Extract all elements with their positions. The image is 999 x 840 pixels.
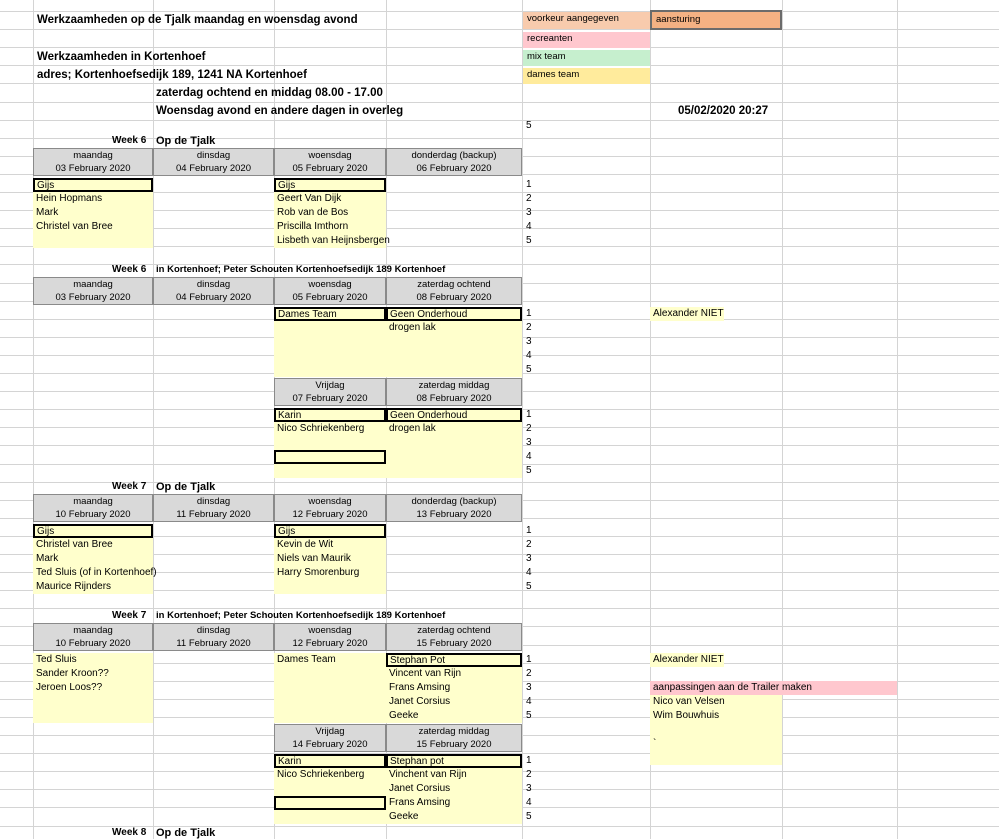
- sub-slot-number: 1: [526, 409, 532, 420]
- schedule-cell[interactable]: Frans Amsing: [386, 681, 522, 695]
- schedule-cell[interactable]: Janet Corsius: [386, 695, 522, 709]
- day-header: maandag: [33, 148, 153, 162]
- schedule-cell[interactable]: Geeke: [386, 709, 522, 723]
- day-header: donderdag (backup): [386, 148, 522, 162]
- sub-slot-number: 1: [526, 755, 532, 766]
- date-header: 08 February 2020: [386, 291, 522, 305]
- legend-mix-team: mix team: [523, 50, 650, 66]
- schedule-cell[interactable]: Vincent van Rijn: [386, 667, 522, 681]
- side-note[interactable]: `: [650, 737, 782, 751]
- schedule-cell[interactable]: Dames Team: [274, 653, 386, 667]
- schedule-cell[interactable]: [386, 363, 522, 377]
- day-header: dinsdag: [153, 494, 274, 508]
- date-header: 06 February 2020: [386, 162, 522, 176]
- slot-number: 3: [526, 207, 532, 218]
- sub-schedule-cell[interactable]: Karin: [274, 754, 386, 768]
- schedule-cell[interactable]: Lisbeth van Heijnsbergen: [274, 234, 386, 248]
- day-header: donderdag (backup): [386, 494, 522, 508]
- date-header: 03 February 2020: [33, 162, 153, 176]
- slot-number: 5: [526, 581, 532, 592]
- schedule-cell[interactable]: [274, 363, 386, 377]
- sub-schedule-cell[interactable]: [274, 464, 386, 478]
- day-header: dinsdag: [153, 623, 274, 637]
- schedule-cell[interactable]: Ted Sluis (of in Kortenhoef): [33, 566, 153, 580]
- legend-aansturing[interactable]: aansturing: [650, 10, 782, 30]
- schedule-cell[interactable]: Harry Smorenburg: [274, 566, 386, 580]
- timestamp-cell: 05/02/2020 20:27: [678, 105, 769, 117]
- sub-slot-number: 3: [526, 783, 532, 794]
- sub-schedule-cell[interactable]: [274, 450, 386, 464]
- sub-schedule-cell[interactable]: Frans Amsing: [386, 796, 522, 810]
- date-header: 10 February 2020: [33, 637, 153, 651]
- sub-slot-number: 2: [526, 769, 532, 780]
- wednesday-evening-note: Woensdag avond en andere dagen in overleg: [156, 105, 404, 117]
- schedule-cell[interactable]: Niels van Maurik: [274, 552, 386, 566]
- sub-day-header: Vrijdag: [274, 378, 386, 392]
- schedule-cell[interactable]: [274, 681, 386, 695]
- slot-number: 1: [526, 179, 532, 190]
- side-note[interactable]: Nico van Velsen: [650, 695, 782, 709]
- day-header: woensdag: [274, 148, 386, 162]
- sub-date-header: 15 February 2020: [386, 738, 522, 752]
- location-label: Op de Tjalk: [156, 827, 216, 839]
- date-header: 04 February 2020: [153, 162, 274, 176]
- date-header: 12 February 2020: [274, 508, 386, 522]
- sub-schedule-cell[interactable]: [386, 436, 522, 450]
- date-header: 11 February 2020: [153, 637, 274, 651]
- schedule-cell[interactable]: Gijs: [274, 178, 386, 192]
- sub-schedule-cell[interactable]: Nico Schriekenberg: [274, 768, 386, 782]
- sub-schedule-cell[interactable]: Karin: [274, 408, 386, 422]
- location-label: Op de Tjalk: [156, 481, 216, 493]
- schedule-cell[interactable]: Kevin de Wit: [274, 538, 386, 552]
- sub-day-header: zaterdag middag: [386, 724, 522, 738]
- schedule-cell[interactable]: [274, 709, 386, 723]
- side-note[interactable]: Alexander NIET: [650, 307, 724, 321]
- sub-slot-number: 4: [526, 451, 532, 462]
- sub-schedule-cell[interactable]: [274, 782, 386, 796]
- sub-date-header: 07 February 2020: [274, 392, 386, 406]
- schedule-cell[interactable]: Sander Kroon??: [33, 667, 153, 681]
- sub-schedule-cell[interactable]: [274, 810, 386, 824]
- slot-number: 4: [526, 567, 532, 578]
- location-label: Op de Tjalk: [156, 135, 216, 147]
- schedule-cell[interactable]: Gijs: [33, 178, 153, 192]
- slot-number: 2: [526, 322, 532, 333]
- address-line: adres; Kortenhoefsedijk 189, 1241 NA Kortenhoef: [37, 69, 307, 81]
- sub-schedule-cell[interactable]: [386, 464, 522, 478]
- slot-number: 2: [526, 668, 532, 679]
- location-label: in Kortenhoef; Peter Schouten Kortenhoefsedijk 189 Kortenhoef: [156, 610, 446, 621]
- sub-schedule-cell[interactable]: drogen lak: [386, 422, 522, 436]
- sub-schedule-cell[interactable]: [274, 436, 386, 450]
- schedule-cell[interactable]: [274, 695, 386, 709]
- schedule-cell[interactable]: [274, 335, 386, 349]
- slot-number: 3: [526, 336, 532, 347]
- day-header: dinsdag: [153, 148, 274, 162]
- sub-slot-number: 2: [526, 423, 532, 434]
- schedule-cell[interactable]: [274, 321, 386, 335]
- date-header: 13 February 2020: [386, 508, 522, 522]
- sub-slot-number: 3: [526, 437, 532, 448]
- schedule-cell[interactable]: Maurice Rijnders: [33, 580, 153, 594]
- sub-schedule-cell[interactable]: Janet Corsius: [386, 782, 522, 796]
- schedule-cell[interactable]: Priscilla Imthorn: [274, 220, 386, 234]
- date-header: 12 February 2020: [274, 637, 386, 651]
- schedule-cell[interactable]: [33, 234, 153, 248]
- schedule-cell[interactable]: Mark: [33, 206, 153, 220]
- schedule-cell[interactable]: drogen lak: [386, 321, 522, 335]
- schedule-cell[interactable]: Geert Van Dijk: [274, 192, 386, 206]
- sub-schedule-cell[interactable]: Geen Onderhoud: [386, 408, 522, 422]
- day-header: maandag: [33, 277, 153, 291]
- schedule-cell[interactable]: Stephan Pot: [386, 653, 522, 667]
- side-note[interactable]: aanpassingen aan de Trailer maken: [650, 681, 897, 695]
- sub-date-header: 14 February 2020: [274, 738, 386, 752]
- sub-schedule-cell[interactable]: Stephan pot: [386, 754, 522, 768]
- day-header: maandag: [33, 623, 153, 637]
- schedule-cell[interactable]: [386, 335, 522, 349]
- slot-number: 4: [526, 696, 532, 707]
- date-header: 11 February 2020: [153, 508, 274, 522]
- schedule-cell[interactable]: Geen Onderhoud: [386, 307, 522, 321]
- slot-number: 1: [526, 525, 532, 536]
- sub-schedule-cell[interactable]: Nico Schriekenberg: [274, 422, 386, 436]
- slot-number: 5: [526, 364, 532, 375]
- slot-number: 3: [526, 553, 532, 564]
- sub-schedule-cell[interactable]: Vinchent van Rijn: [386, 768, 522, 782]
- side-note[interactable]: [650, 751, 782, 765]
- schedule-cell[interactable]: [274, 667, 386, 681]
- legend-dames-team: dames team: [523, 68, 650, 84]
- schedule-cell[interactable]: Gijs: [33, 524, 153, 538]
- schedule-cell[interactable]: [33, 709, 153, 723]
- schedule-cell[interactable]: Mark: [33, 552, 153, 566]
- day-header: dinsdag: [153, 277, 274, 291]
- date-header: 04 February 2020: [153, 291, 274, 305]
- schedule-cell[interactable]: [386, 349, 522, 363]
- date-header: 03 February 2020: [33, 291, 153, 305]
- date-header: 05 February 2020: [274, 291, 386, 305]
- schedule-cell[interactable]: Rob van de Bos: [274, 206, 386, 220]
- kortenhoef-title: Werkzaamheden in Kortenhoef: [37, 51, 206, 63]
- slot-number: 3: [526, 682, 532, 693]
- location-label: in Kortenhoef; Peter Schouten Kortenhoefsedijk 189 Kortenhoef: [156, 264, 446, 275]
- legend-recreanten: recreanten: [523, 32, 650, 48]
- sub-schedule-cell[interactable]: [386, 450, 522, 464]
- day-header: woensdag: [274, 623, 386, 637]
- day-header: woensdag: [274, 494, 386, 508]
- slot-number: 2: [526, 539, 532, 550]
- week-label: Week 7: [112, 610, 147, 621]
- date-header: 10 February 2020: [33, 508, 153, 522]
- schedule-cell[interactable]: [33, 695, 153, 709]
- slot-number: 4: [526, 221, 532, 232]
- day-header: maandag: [33, 494, 153, 508]
- sub-day-header: zaterdag middag: [386, 378, 522, 392]
- week-label: Week 6: [112, 135, 147, 146]
- schedule-cell[interactable]: Jeroen Loos??: [33, 681, 153, 695]
- slot-number: 1: [526, 308, 532, 319]
- sub-schedule-cell[interactable]: [274, 796, 386, 810]
- week-label: Week 7: [112, 481, 147, 492]
- slot-number: 5: [526, 235, 532, 246]
- sub-slot-number: 5: [526, 465, 532, 476]
- sheet-title: Werkzaamheden op de Tjalk maandag en woensdag avond: [37, 14, 358, 26]
- sub-date-header: 08 February 2020: [386, 392, 522, 406]
- side-note[interactable]: [650, 723, 782, 737]
- total-count-cell: 5: [526, 120, 532, 131]
- sub-slot-number: 5: [526, 811, 532, 822]
- day-header: zaterdag ochtend: [386, 623, 522, 637]
- slot-number: 1: [526, 654, 532, 665]
- day-header: woensdag: [274, 277, 386, 291]
- sub-day-header: Vrijdag: [274, 724, 386, 738]
- schedule-cell[interactable]: Hein Hopmans: [33, 192, 153, 206]
- legend-voorkeur: voorkeur aangegeven: [523, 12, 650, 29]
- date-header: 15 February 2020: [386, 637, 522, 651]
- schedule-cell[interactable]: Gijs: [274, 524, 386, 538]
- slot-number: 5: [526, 710, 532, 721]
- slot-number: 2: [526, 193, 532, 204]
- schedule-cell[interactable]: [274, 580, 386, 594]
- day-header: zaterdag ochtend: [386, 277, 522, 291]
- saturday-hours: zaterdag ochtend en middag 08.00 - 17.00: [156, 87, 383, 99]
- schedule-cell[interactable]: Christel van Bree: [33, 538, 153, 552]
- sub-slot-number: 4: [526, 797, 532, 808]
- side-note[interactable]: Alexander NIET: [650, 653, 724, 667]
- week-label: Week 8: [112, 827, 147, 838]
- schedule-cell[interactable]: Christel van Bree: [33, 220, 153, 234]
- schedule-cell[interactable]: Ted Sluis: [33, 653, 153, 667]
- slot-number: 4: [526, 350, 532, 361]
- sub-schedule-cell[interactable]: Geeke: [386, 810, 522, 824]
- date-header: 05 February 2020: [274, 162, 386, 176]
- week-label: Week 6: [112, 264, 147, 275]
- side-note[interactable]: Wim Bouwhuis: [650, 709, 782, 723]
- schedule-cell[interactable]: Dames Team: [274, 307, 386, 321]
- schedule-cell[interactable]: [274, 349, 386, 363]
